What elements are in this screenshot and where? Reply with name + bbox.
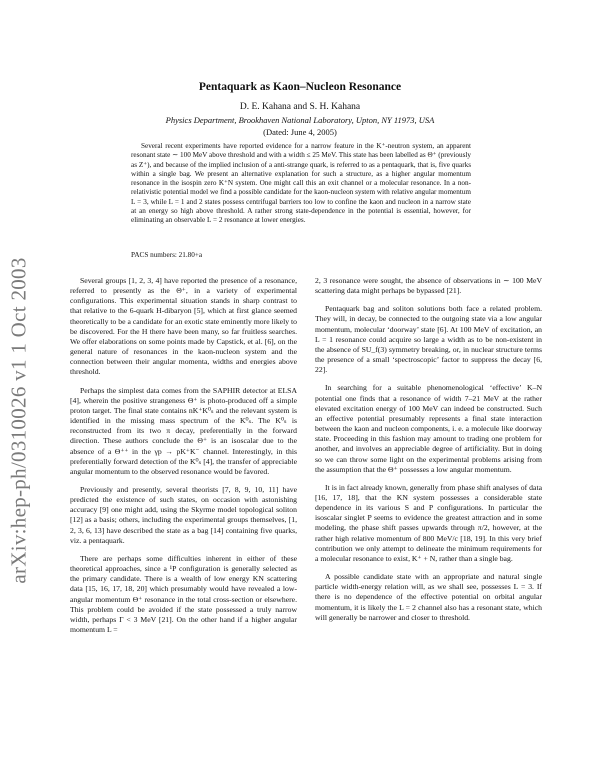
body-paragraph: It is in fact already known, generally from phase shift analyses of data [16, 17, 18], that the KN system possesses a considerable state dependence in its various S and P configurations. In particular the isoscalar singlet P seems to evidence the greatest attraction and in some modeling, the phase shift passes upwards through π/2, however, at the rather high relative momentum of 800 MeV/c [18, 19]. In this very brief contribution we only attempt to delineate the minimum requirements for a molecular resonance to exist, K⁺ + N, rather than a single bag. xyxy=(315,482,542,563)
paper-title: Pentaquark as Kaon–Nucleon Resonance xyxy=(198,81,402,93)
body-column-left xyxy=(70,276,297,756)
body-paragraph: There are perhaps some difficulties inherent in either of these theoretical approaches, since a ¹P configuration is generally selected as the primary candidate. There is a wealth of low energy KN scattering data [15, 16, 17, 18, 20] which presumably would have revealed a low-angular momentum Θ⁺ resonance in the total cross-section or elsewhere. This problem could be avoided if the state possessed a truly narrow width, perhaps Γ < 3 MeV [21]. On the other hand if a higher angular momentum L = xyxy=(70,553,297,634)
body-paragraph: In searching for a suitable phenomenological ‘effective’ K–N potential one finds that a resonance of width 7–21 MeV at the rather elevated excitation energy of 100 MeV can indeed be constructed. Such an effective potential presumably represents a final state interaction between the kaon and nucleon components, i. e. a molecule like doorway state. Proceeding in this fashion may amount to trading one problem for another, and involves an appreciable degree of artificiality. But in doing so we can throw some light on the experimental problems arising from the assumption that the Θ⁺ possesses a low angular momentum. xyxy=(315,383,542,474)
body-paragraph: Perhaps the simplest data comes from the SAPHIR detector at ELSA [4], wherein the positive strangeness Θ⁺ is photo-produced off a simple proton target. The final state contains nK⁺K⁰ₛ and the relevant system is identified in the missing mass spectrum of the K⁰ₛ. The K⁰ₛ is reconstructed from its two π decay, preferentially in the forward direction. These authors conclude the Θ⁺ is an isoscalar due to the absence of a Θ⁺⁺ in the γp → pK⁺K⁻ channel. Interestingly, in this preferentially forward detection of the K⁰ₛ [4], the transfer of appreciable angular momentum to the observed resonance would be favored. xyxy=(70,385,297,476)
body-paragraph: Several groups [1, 2, 3, 4] have reported the presence of a resonance, referred to presently as the Θ⁺, in a variety of experimental configurations. This experimental situation stands in sharp contrast to that relative to the 6-quark H-dibaryon [5], which at first glance seemed theoretically to be a candidate for an exotic state eminently more likely to be discovered. For the H there have been many, so far fruitless searches. We offer elaborations on some points made by Capstick, et al. [6], on the general nature of resonances in the kaon-nucleon system and the connection between their angular momenta, widths and energies above threshold. xyxy=(70,276,297,377)
pacs-numbers: PACS numbers: 21.80+a xyxy=(131,251,203,259)
body-paragraph: A possible candidate state with an appropriate and natural single particle width-energy relation will, as we shall see, possesses L = 3. If there is no dependence of the effective potential on orbital angular momentum, it is likely the L = 2 channel also has a resonant state, which will generally be narrower and closer to threshold. xyxy=(315,572,542,622)
body-paragraph-continued: 2, 3 resonance were sought, the absence of observations in ∼ 100 MeV scattering data might perhaps be bypassed [21]. xyxy=(315,276,542,296)
body-paragraph: Previously and presently, several theorists [7, 8, 9, 10, 11] have predicted the existence of such states, on occasion with astonishing accuracy [9] one might add, using the Skyrme model topological soliton [12] as a basis; others, including the experimental groups themselves, [1, 2, 3, 6, 13] have described the state as a bag [14] containing five quarks, viz. a pentaquark. xyxy=(70,484,297,545)
body-column-right xyxy=(315,276,542,756)
paper-authors: D. E. Kahana and S. H. Kahana xyxy=(239,102,361,112)
abstract: Several recent experiments have reported evidence for a narrow feature in the K⁺-neutron system, an apparent resonant state ∼ 100 MeV above threshold and with a width ≤ 25 MeV. This state has been labelled as Θ⁺ (previously as Z⁺), and because of the implied inclusion of a anti-strange quark, is referred to as a pentaquark, that is, five quarks within a single bag. We present an alternative explanation for such a structure, as a higher angular momentum resonance in the isospin zero K⁺N system. One might call this an exit channel or a molecular resonance. In a non-relativistic potential model we find a possible candidate for the kaon-nucleon system with relative angular momentum L = 3, while L = 1 and 2 states possess centrifugal barriers too low to confine the kaon and nucleon in a narrow state at an energy so high above threshold. A rather strong state-dependence in the potential is essential, however, for eliminating an observable L = 2 resonance at lower energies. xyxy=(131,142,471,225)
author-affiliation: Physics Department, Brookhaven National Laboratory, Upton, NY 11973, USA xyxy=(165,115,435,125)
body-paragraph: Pentaquark bag and soliton solutions both face a related problem. They will, in decay, be connected to the outgoing state via a low angular momentum, molecular ‘doorway’ state [6]. At 100 MeV of excitation, an L = 1 resonance could acquire so large a width as to be non-existent in the absence of SU_f(3) symmetry breaking, or, in nuclear structure terms the presence of a small ‘spectroscopic’ factor to suppress the decay [6, 22]. xyxy=(315,304,542,375)
arxiv-identifier[interactable]: arXiv:hep-ph/0310026 v1 1 Oct 2003 xyxy=(6,256,31,584)
paper-date: (Dated: June 4, 2005) xyxy=(263,127,337,137)
arxiv-stamp xyxy=(0,200,38,640)
